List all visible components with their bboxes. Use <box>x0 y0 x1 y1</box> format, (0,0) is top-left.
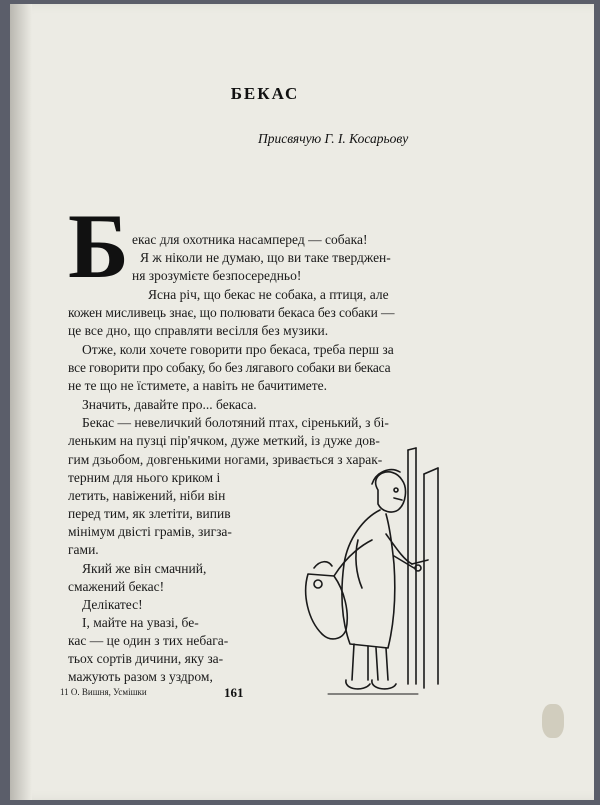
text-line: терним для нього криком і <box>68 470 221 485</box>
page-gutter-shadow <box>10 4 32 800</box>
hunter-illustration <box>268 444 468 704</box>
chapter-title: БЕКАС <box>230 84 300 103</box>
text-line: ня зрозумієте безпосередньо! <box>132 268 302 283</box>
drop-cap: Б <box>68 195 129 297</box>
book-page <box>10 4 594 800</box>
text-line: Отже, коли хочете говорити про бекаса, треба перш за <box>82 342 394 357</box>
text-line: Я ж ніколи не думаю, що ви таке тверджен- <box>140 250 391 265</box>
dedication: Присвячую Г. І. Косарьову <box>258 131 409 146</box>
text-line: тьох сортів дичини, яку за- <box>68 651 224 666</box>
text-line: гами. <box>68 542 99 557</box>
signature-mark: 11 О. Вишня, Усмішки <box>60 687 147 697</box>
text-line: Бекас — невеличкий болотяний птах, сіренький, з бі- <box>82 415 389 430</box>
text-line: не те що не їстимете, а навіть не бачитимете. <box>68 378 328 393</box>
text-line: це все дно, що справляти весілля без музики. <box>68 323 329 338</box>
paper-stain <box>542 704 564 738</box>
text-line: леньким на пузці пір'ячком, дуже меткий, із дуже дов- <box>68 433 380 448</box>
text-line: смажений бекас! <box>68 579 165 594</box>
text-line: Делікатес! <box>82 597 143 612</box>
text-line: мажують разом з уздром, <box>68 669 213 684</box>
text-line: кас — це один з тих небага- <box>68 633 229 648</box>
text-line: все говорити про собаку, бо без лягавого собаки ви бекаса <box>68 360 391 375</box>
text-line: Який же він смачний, <box>82 561 207 576</box>
text-line: летить, навіжений, ніби він <box>68 488 226 503</box>
text-line: Значить, давайте про... бекаса. <box>82 397 257 412</box>
text-line: мінімум двісті грамів, зигза- <box>68 524 232 539</box>
page-number: 161 <box>224 685 244 700</box>
text-line: перед тим, як злетіти, випив <box>68 506 231 521</box>
text-line: кожен мисливець знає, що полювати бекаса без собаки — <box>68 305 395 320</box>
text-line: екас для охотника насамперед — собака! <box>132 232 368 247</box>
text-line: І, майте на увазі, бе- <box>82 615 199 630</box>
text-line: гим дзьобом, довгенькими ногами, зривається з харак- <box>68 452 383 467</box>
text-line: Ясна річ, що бекас не собака, а птиця, але <box>148 287 389 302</box>
